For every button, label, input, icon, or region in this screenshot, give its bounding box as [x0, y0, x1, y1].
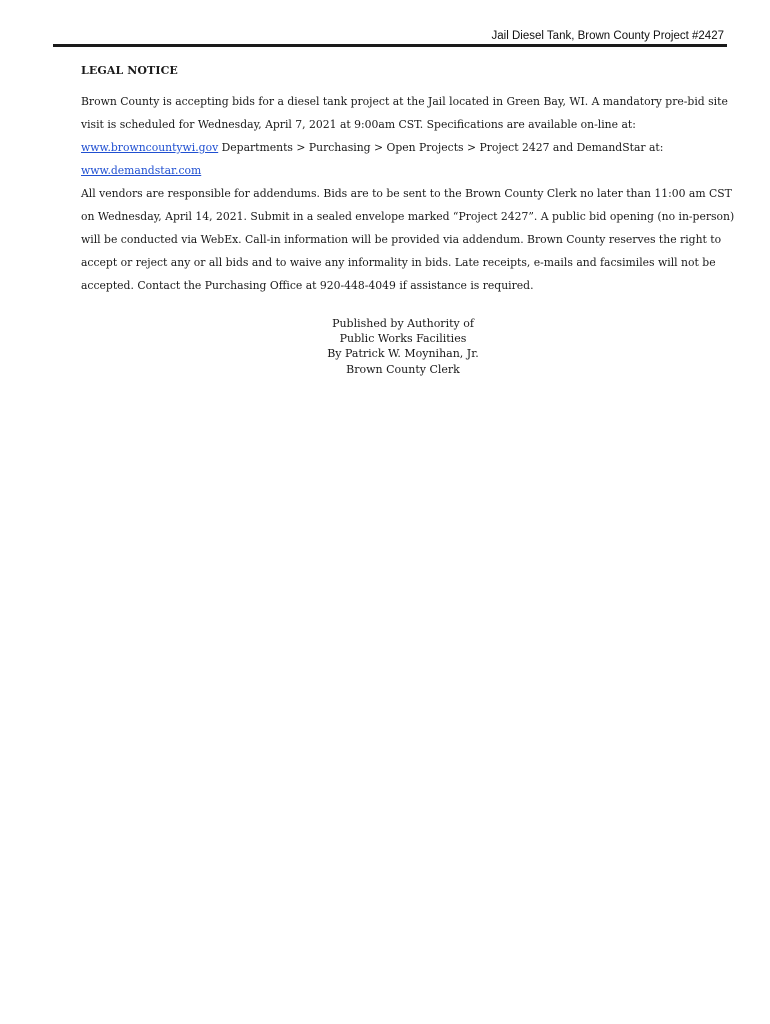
paragraph-line: accepted. Contact the Purchasing Office at 920-448-4049 if assistance is required. [81, 279, 534, 292]
paragraph-line: Brown County is accepting bids for a diesel tank project at the Jail located in Green Bay, WI. A mandatory pre-bid site [81, 95, 728, 108]
running-header: Jail Diesel Tank, Brown County Project #2427 [491, 30, 724, 42]
paragraph-line: All vendors are responsible for addendums. Bids are to be sent to the Brown County Clerk no later than 11:00 am CST [81, 187, 732, 200]
notice-title: LEGAL NOTICE [81, 64, 178, 77]
header-rule [53, 44, 727, 47]
paragraph-line: will be conducted via WebEx. Call-in information will be provided via addendum. Brown County reserves the right to [81, 233, 722, 246]
paragraph-line: on Wednesday, April 14, 2021. Submit in a sealed envelope marked “Project 2427”. A public bid opening (no in-person) [81, 210, 735, 223]
paragraph-line [81, 159, 731, 182]
paragraph-line: visit is scheduled for Wednesday, April 7, 2021 at 9:00am CST. Specifications are available on-line at: [81, 118, 636, 131]
browncounty-website-link[interactable]: www.browncountywi.gov [81, 141, 219, 154]
signature-line: Public Works Facilities [339, 332, 467, 346]
signature-line: Brown County Clerk [346, 362, 460, 376]
demandstar-website-link[interactable]: www.demandstar.com [81, 164, 202, 177]
notice-paragraph-2 [81, 182, 735, 297]
signature-line: Published by Authority of [332, 317, 474, 330]
notice-paragraph-1 [81, 90, 731, 182]
signature-line: By Patrick W. Moynihan, Jr. [327, 347, 479, 361]
paragraph-line [81, 136, 731, 159]
paragraph-line: accept or reject any or all bids and to waive any informality in bids. Late receipts, e-mails and facsimiles will not be [81, 256, 716, 269]
signature-block [0, 316, 770, 377]
navigation-path-text: Departments > Purchasing > Open Projects > Project 2427 and DemandStar at: [218, 141, 664, 154]
